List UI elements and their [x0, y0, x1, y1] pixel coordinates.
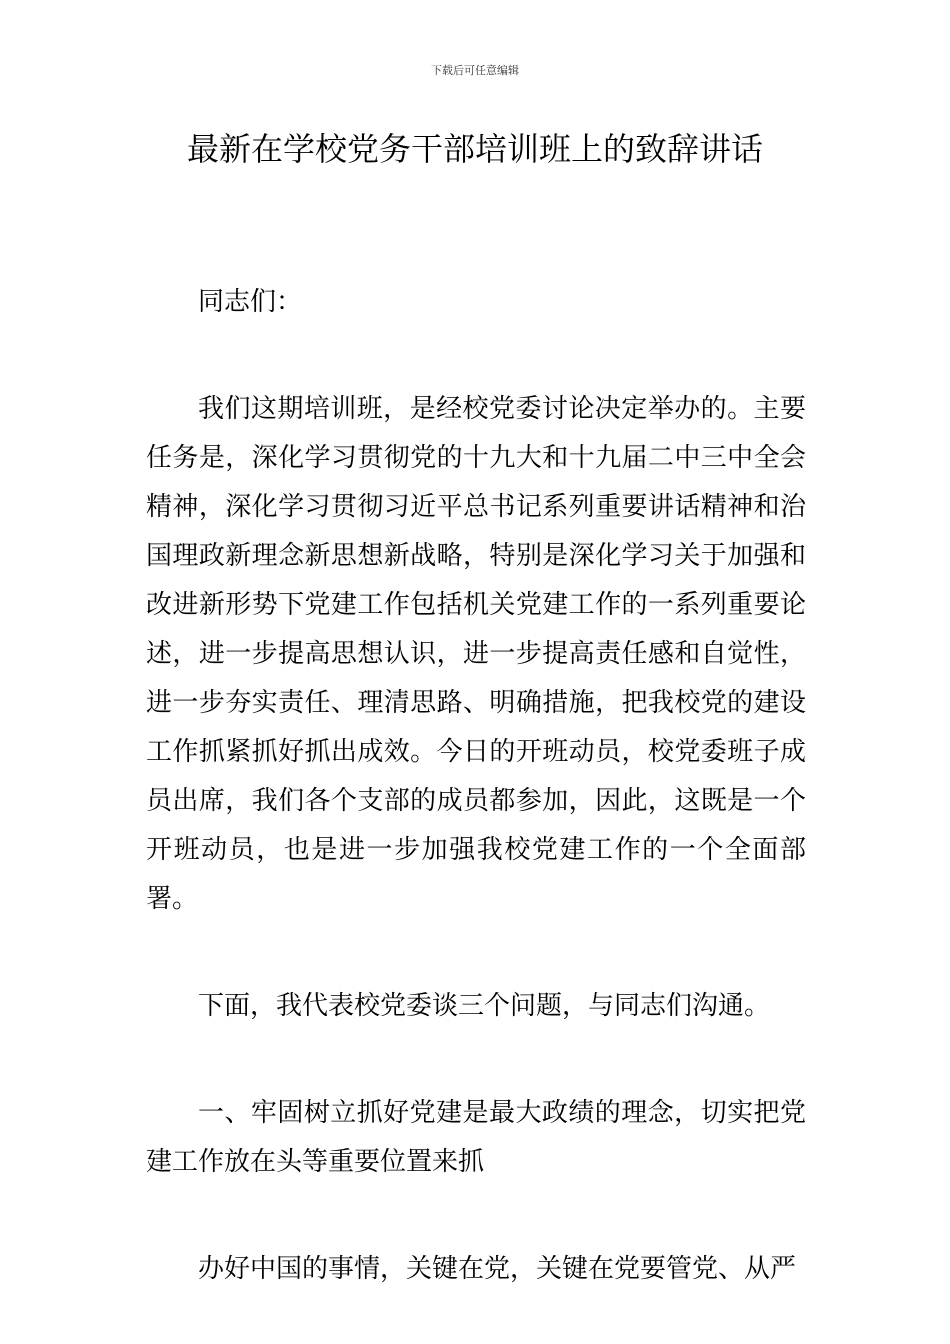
paragraph-intro: 我们这期培训班，是经校党委讨论决定举办的。主要任务是，深化学习贯彻党的十九大和十九届二中三中全会精神，深化学习贯彻习近平总书记系列重要讲话精神和治国理政新理念新思想新战略，特别是深化学习关于加强和改进新形势下党建工作包括机关党建工作的一系列重要论述，进一步提高思想认识，进一步提高责任感和自觉性，进一步夯实责任、理清思路、明确措施，把我校党的建设工作抓紧抓好抓出成效。今日的开班动员，校党委班子成员出席，我们各个支部的成员都参加，因此，这既是一个开班动员，也是进一步加强我校党建工作的一个全面部署。: [146, 394, 806, 914]
section-heading-one: 一、牢固树立抓好党建是最大政绩的理念，切实把党建工作放在头等重要位置来抓: [146, 1098, 806, 1177]
header-note: 下载后可任意编辑: [431, 64, 519, 77]
document-title: 最新在学校党务干部培训班上的致辞讲话: [186, 130, 763, 168]
salutation: 同志们：: [198, 287, 303, 317]
document-body: [146, 278, 806, 1294]
paragraph-outline: 下面，我代表校党委谈三个问题，与同志们沟通。: [198, 991, 771, 1021]
paragraph-section-one: 办好中国的事情，关键在党，关键在党要管党、从严: [198, 1254, 797, 1284]
